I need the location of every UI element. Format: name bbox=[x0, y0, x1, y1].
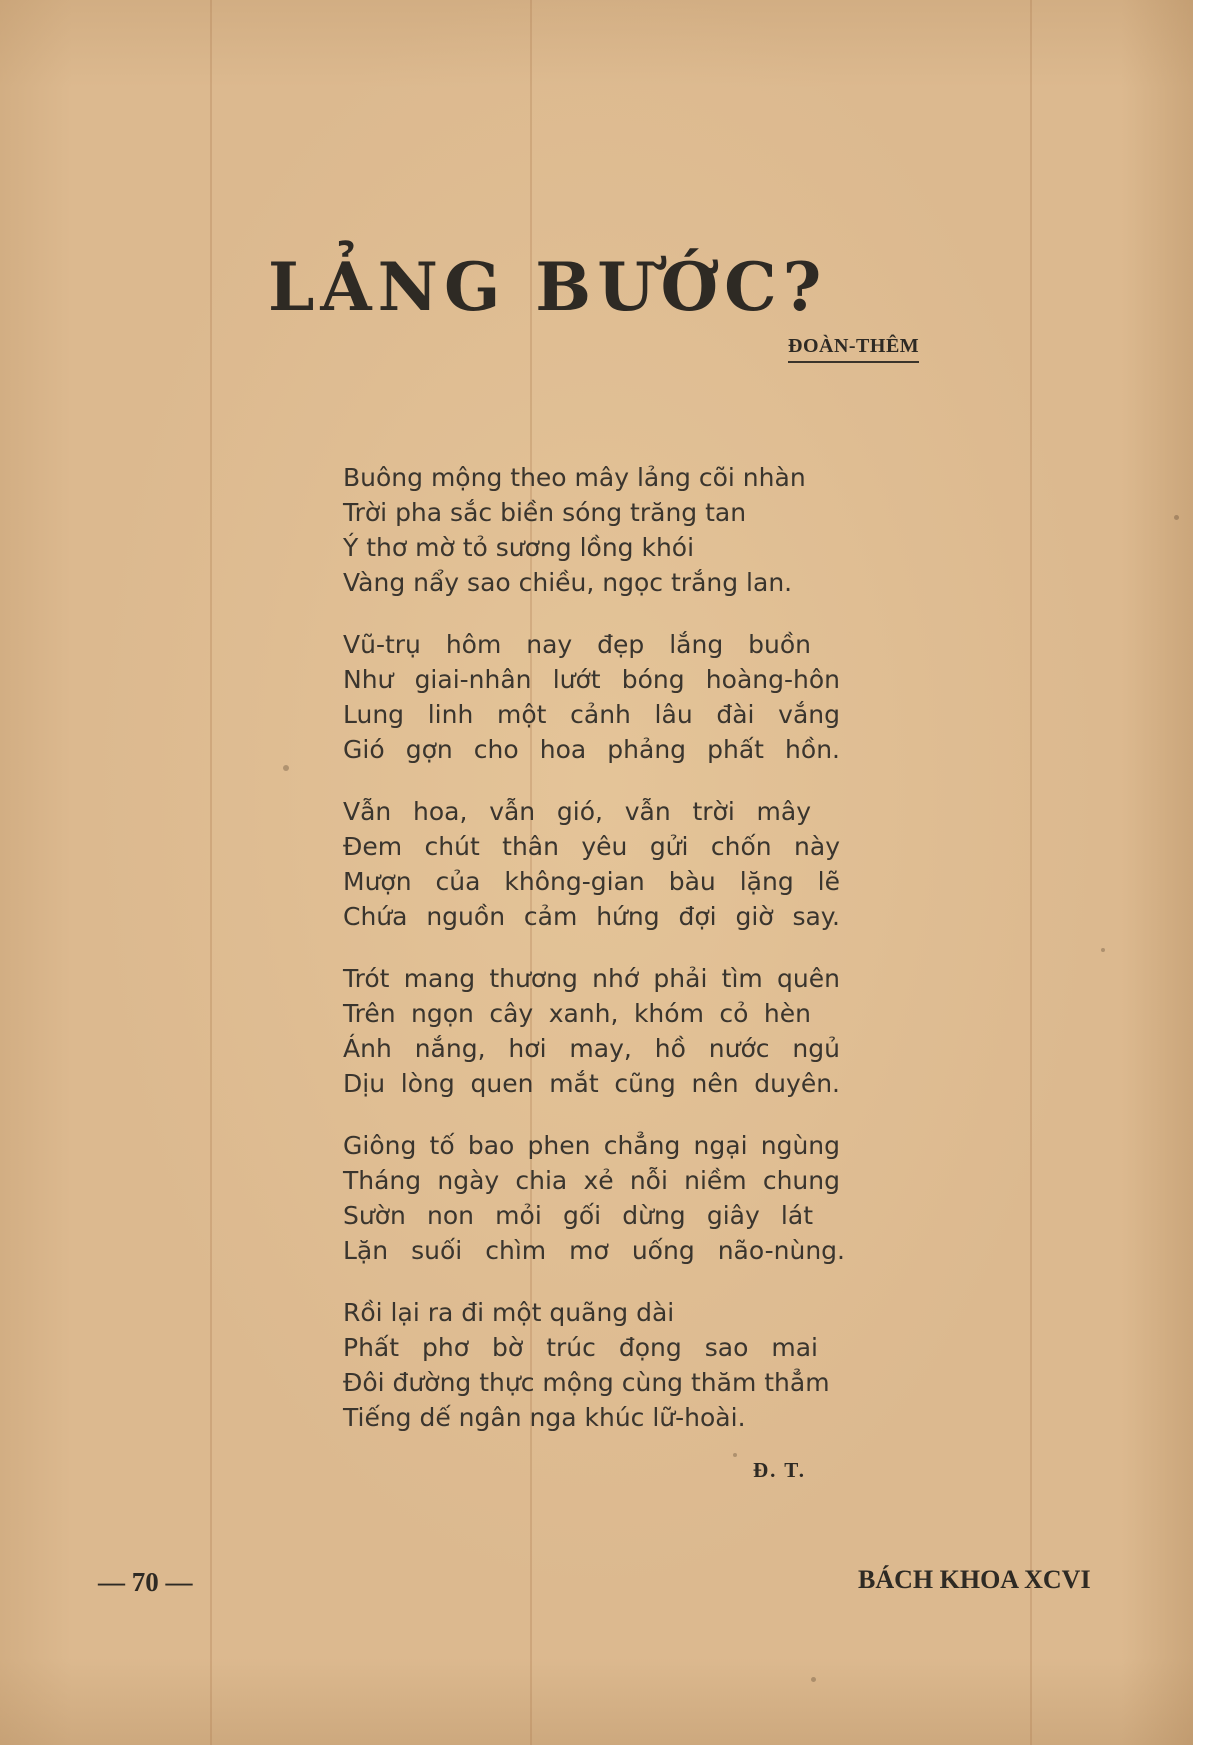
poem-line: Lung linh một cảnh lâu đài vắng bbox=[343, 700, 840, 729]
poem-line: Vũ-trụ hôm nay đẹp lắng buồn bbox=[343, 630, 811, 659]
poem-body bbox=[343, 460, 863, 1462]
poem-line: Sườn non mỏi gối dừng giây lát bbox=[343, 1201, 813, 1230]
stanza-4 bbox=[343, 961, 863, 1101]
poem-line: Vàng nẩy sao chiều, ngọc trắng lan. bbox=[343, 568, 793, 597]
stanza-1 bbox=[343, 460, 863, 600]
poem-line: Trên ngọn cây xanh, khóm cỏ hèn bbox=[343, 999, 811, 1028]
paper-speck bbox=[1101, 948, 1105, 952]
page-number: — 70 — bbox=[98, 1567, 193, 1597]
poem-line: Ánh nắng, hơi may, hồ nước ngủ bbox=[343, 1034, 840, 1063]
poem-line: Tháng ngày chia xẻ nỗi niềm chung bbox=[343, 1166, 840, 1195]
poem-line: Phất phơ bờ trúc đọng sao mai bbox=[343, 1333, 818, 1362]
poem-line: Lặn suối chìm mơ uống não-nùng. bbox=[343, 1236, 845, 1265]
stanza-5 bbox=[343, 1128, 863, 1268]
paper-speck bbox=[1174, 515, 1179, 520]
journal-name: BÁCH KHOA XCVI bbox=[858, 1565, 1091, 1594]
poem-title: LẢNG BƯỚC? bbox=[268, 248, 828, 326]
poem-line: Tiếng dế ngân nga khúc lữ-hoài. bbox=[343, 1403, 746, 1432]
paper-speck bbox=[811, 1677, 816, 1682]
page-crease bbox=[210, 0, 212, 1745]
poem-line: Rồi lại ra đi một quãng dài bbox=[343, 1298, 675, 1327]
signature-initials: Đ. T. bbox=[753, 1458, 806, 1482]
author-name: ĐOÀN-THÊM bbox=[788, 335, 919, 363]
stanza-3 bbox=[343, 794, 863, 934]
poem-line: Trời pha sắc biền sóng trăng tan bbox=[343, 498, 747, 527]
poem-line: Trót mang thương nhớ phải tìm quên bbox=[343, 964, 840, 993]
poem-line: Đôi đường thực mộng cùng thăm thẳm bbox=[343, 1368, 830, 1397]
page-crease bbox=[1030, 0, 1032, 1745]
poem-line: Như giai-nhân lướt bóng hoàng-hôn bbox=[343, 665, 840, 694]
poem-line: Gió gợn cho hoa phảng phất hồn. bbox=[343, 735, 840, 764]
poem-line: Giông tố bao phen chẳng ngại ngùng bbox=[343, 1131, 840, 1160]
poem-line: Ý thơ mờ tỏ sương lồng khói bbox=[343, 533, 695, 562]
poem-line: Chứa nguồn cảm hứng đợi giờ say. bbox=[343, 902, 840, 931]
poem-line: Đem chút thân yêu gửi chốn này bbox=[343, 832, 840, 861]
poem-line: Vẫn hoa, vẫn gió, vẫn trời mây bbox=[343, 797, 811, 826]
poem-line: Buông mộng theo mây lảng cõi nhàn bbox=[343, 463, 806, 492]
poem-line: Dịu lòng quen mắt cũng nên duyên. bbox=[343, 1069, 840, 1098]
poem-line: Mượn của không-gian bàu lặng lẽ bbox=[343, 867, 840, 896]
paper-speck bbox=[283, 765, 289, 771]
scan-margin bbox=[1193, 0, 1207, 1749]
stanza-6 bbox=[343, 1295, 863, 1435]
stanza-2 bbox=[343, 627, 863, 767]
